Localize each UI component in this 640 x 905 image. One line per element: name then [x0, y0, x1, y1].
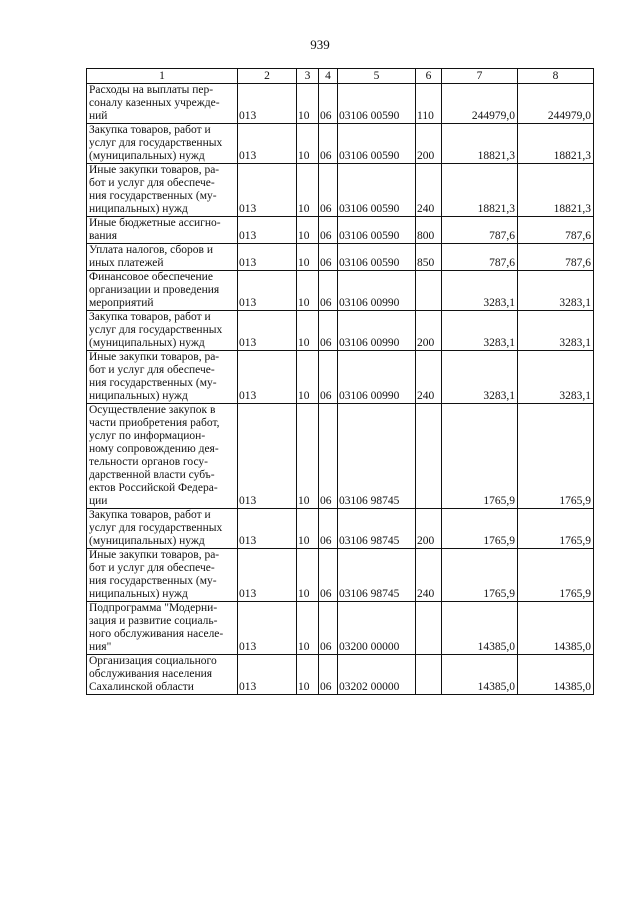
admin-code-cell: 013 [238, 244, 297, 271]
row-name-line: услуг для государственных [89, 522, 223, 534]
admin-code-cell: 013 [238, 271, 297, 311]
expense-type-cell: 200 [416, 509, 442, 549]
expense-type-cell: 850 [416, 244, 442, 271]
table-row [87, 404, 594, 509]
amount-cell: 3283,1 [442, 311, 518, 351]
admin-code-cell: 013 [238, 164, 297, 217]
amount-cell: 14385,0 [518, 655, 594, 695]
section-code-cell: 10 [297, 244, 319, 271]
target-article-cell: 03106 00590 [338, 164, 416, 217]
section-code-cell: 10 [297, 549, 319, 602]
row-name-line: бот и услуг для обеспече- [89, 562, 215, 574]
amount-cell: 787,6 [442, 244, 518, 271]
table-row [87, 84, 594, 124]
row-name-line: ния государственных (му- [89, 377, 217, 389]
amount-cell: 14385,0 [442, 655, 518, 695]
column-header: 1 [87, 69, 238, 84]
amount-cell: 14385,0 [442, 602, 518, 655]
amount-cell: 1765,9 [518, 549, 594, 602]
row-name-line: вания [89, 230, 117, 242]
table-row [87, 602, 594, 655]
section-code-cell: 10 [297, 84, 319, 124]
row-name-line: ниципальных) нужд [89, 203, 188, 215]
amount-cell: 3283,1 [442, 351, 518, 404]
admin-code-cell: 013 [238, 84, 297, 124]
row-name-line: Иные закупки товаров, ра- [89, 351, 220, 363]
admin-code-cell: 013 [238, 509, 297, 549]
row-name-line: организации и проведения [89, 284, 220, 296]
admin-code-cell: 013 [238, 311, 297, 351]
row-name-cell [87, 164, 238, 217]
row-name-line: Закупка товаров, работ и [89, 509, 211, 521]
table-body [87, 84, 594, 695]
admin-code-cell: 013 [238, 124, 297, 164]
admin-code-cell: 013 [238, 217, 297, 244]
row-name-cell [87, 404, 238, 509]
target-article-cell: 03106 00990 [338, 351, 416, 404]
section-code-cell: 10 [297, 271, 319, 311]
column-header: 5 [338, 69, 416, 84]
table-row [87, 509, 594, 549]
admin-code-cell: 013 [238, 351, 297, 404]
subsection-code-cell: 06 [319, 311, 338, 351]
row-name-line: ния государственных (му- [89, 575, 217, 587]
admin-code-cell: 013 [238, 549, 297, 602]
row-name-line: Иные закупки товаров, ра- [89, 164, 220, 176]
subsection-code-cell: 06 [319, 244, 338, 271]
section-code-cell: 10 [297, 602, 319, 655]
amount-cell: 18821,3 [442, 124, 518, 164]
expense-type-cell [416, 602, 442, 655]
amount-cell: 3283,1 [518, 311, 594, 351]
admin-code-cell: 013 [238, 404, 297, 509]
expense-type-cell [416, 404, 442, 509]
row-name-line: (муниципальных) нужд [89, 337, 205, 349]
expense-type-cell [416, 655, 442, 695]
subsection-code-cell: 06 [319, 549, 338, 602]
amount-cell: 3283,1 [442, 271, 518, 311]
target-article-cell: 03200 00000 [338, 602, 416, 655]
admin-code-cell: 013 [238, 655, 297, 695]
section-code-cell: 10 [297, 509, 319, 549]
section-code-cell: 10 [297, 351, 319, 404]
target-article-cell: 03106 00590 [338, 217, 416, 244]
row-name-line: услуг для государственных [89, 137, 223, 149]
amount-cell: 244979,0 [518, 84, 594, 124]
row-name-line: ектов Российской Федера- [89, 482, 218, 494]
section-code-cell: 10 [297, 655, 319, 695]
admin-code-cell: 013 [238, 602, 297, 655]
amount-cell: 3283,1 [518, 271, 594, 311]
row-name-cell [87, 244, 238, 271]
amount-cell: 1765,9 [518, 509, 594, 549]
row-name-line: Иные бюджетные ассигно- [89, 217, 221, 229]
row-name-cell [87, 602, 238, 655]
row-name-line: обслуживания населения [89, 668, 213, 680]
subsection-code-cell: 06 [319, 655, 338, 695]
row-name-cell [87, 351, 238, 404]
table-row [87, 351, 594, 404]
target-article-cell: 03106 00990 [338, 271, 416, 311]
amount-cell: 1765,9 [442, 549, 518, 602]
expense-type-cell: 240 [416, 164, 442, 217]
column-header: 2 [238, 69, 297, 84]
row-name-cell [87, 509, 238, 549]
expense-type-cell: 240 [416, 549, 442, 602]
row-name-cell [87, 655, 238, 695]
table-row [87, 549, 594, 602]
row-name-line: услуг для государственных [89, 324, 223, 336]
row-name-line: Сахалинской области [89, 681, 194, 693]
row-name-cell [87, 549, 238, 602]
subsection-code-cell: 06 [319, 271, 338, 311]
row-name-line: Расходы на выплаты пер- [89, 84, 214, 96]
section-code-cell: 10 [297, 404, 319, 509]
row-name-line: Подпрограмма "Модерни- [89, 602, 218, 614]
row-name-cell [87, 84, 238, 124]
table-row [87, 217, 594, 244]
column-header: 8 [518, 69, 594, 84]
target-article-cell: 03106 98745 [338, 549, 416, 602]
amount-cell: 14385,0 [518, 602, 594, 655]
section-code-cell: 10 [297, 124, 319, 164]
amount-cell: 3283,1 [518, 351, 594, 404]
section-code-cell: 10 [297, 217, 319, 244]
target-article-cell: 03106 00990 [338, 311, 416, 351]
row-name-line: ции [89, 495, 108, 507]
row-name-line: Организация социального [89, 655, 217, 667]
row-name-line: Уплата налогов, сборов и [89, 244, 213, 256]
row-name-line: (муниципальных) нужд [89, 535, 205, 547]
expense-type-cell: 110 [416, 84, 442, 124]
subsection-code-cell: 06 [319, 404, 338, 509]
row-name-line: ния государственных (му- [89, 190, 217, 202]
table-row [87, 311, 594, 351]
row-name-line: Иные закупки товаров, ра- [89, 549, 220, 561]
table-header-row [87, 69, 594, 84]
target-article-cell: 03106 00590 [338, 124, 416, 164]
subsection-code-cell: 06 [319, 602, 338, 655]
subsection-code-cell: 06 [319, 217, 338, 244]
table-row [87, 271, 594, 311]
amount-cell: 244979,0 [442, 84, 518, 124]
row-name-cell [87, 217, 238, 244]
row-name-line: соналу казенных учрежде- [89, 97, 220, 109]
row-name-line: ний [89, 110, 108, 122]
table-row [87, 655, 594, 695]
amount-cell: 18821,3 [518, 124, 594, 164]
row-name-line: Осуществление закупок в [89, 404, 216, 416]
column-header: 3 [297, 69, 319, 84]
row-name-cell [87, 124, 238, 164]
amount-cell: 18821,3 [518, 164, 594, 217]
column-header: 6 [416, 69, 442, 84]
subsection-code-cell: 06 [319, 164, 338, 217]
row-name-line: Финансовое обеспечение [89, 271, 213, 283]
subsection-code-cell: 06 [319, 124, 338, 164]
section-code-cell: 10 [297, 164, 319, 217]
row-name-line: Закупка товаров, работ и [89, 311, 211, 323]
row-name-line: бот и услуг для обеспече- [89, 177, 215, 189]
table-row [87, 164, 594, 217]
row-name-line: ному сопровождению дея- [89, 443, 219, 455]
row-name-line: зация и развитие социаль- [89, 615, 218, 627]
row-name-line: услуг по информацион- [89, 430, 206, 442]
section-code-cell: 10 [297, 311, 319, 351]
row-name-line: дарственной власти субъ- [89, 469, 215, 481]
expense-type-cell: 240 [416, 351, 442, 404]
expense-type-cell: 200 [416, 124, 442, 164]
target-article-cell: 03106 00590 [338, 244, 416, 271]
row-name-line: (муниципальных) нужд [89, 150, 205, 162]
amount-cell: 1765,9 [518, 404, 594, 509]
row-name-line: Закупка товаров, работ и [89, 124, 211, 136]
subsection-code-cell: 06 [319, 351, 338, 404]
row-name-line: иных платежей [89, 257, 164, 269]
amount-cell: 787,6 [518, 244, 594, 271]
target-article-cell: 03106 00590 [338, 84, 416, 124]
row-name-line: ниципальных) нужд [89, 390, 188, 402]
row-name-line: части приобретения работ, [89, 417, 220, 429]
row-name-line: бот и услуг для обеспече- [89, 364, 215, 376]
row-name-line: ниципальных) нужд [89, 588, 188, 600]
row-name-line: ния" [89, 641, 112, 653]
amount-cell: 1765,9 [442, 404, 518, 509]
amount-cell: 787,6 [518, 217, 594, 244]
expense-type-cell: 800 [416, 217, 442, 244]
amount-cell: 1765,9 [442, 509, 518, 549]
table-row [87, 124, 594, 164]
budget-table [86, 68, 594, 695]
row-name-cell [87, 271, 238, 311]
subsection-code-cell: 06 [319, 509, 338, 549]
column-header: 7 [442, 69, 518, 84]
target-article-cell: 03106 98745 [338, 509, 416, 549]
target-article-cell: 03106 98745 [338, 404, 416, 509]
row-name-line: тельности органов госу- [89, 456, 208, 468]
row-name-cell [87, 311, 238, 351]
expense-type-cell [416, 271, 442, 311]
row-name-line: мероприятий [89, 297, 154, 309]
amount-cell: 787,6 [442, 217, 518, 244]
amount-cell: 18821,3 [442, 164, 518, 217]
row-name-line: ного обслуживания населе- [89, 628, 224, 640]
column-header: 4 [319, 69, 338, 84]
target-article-cell: 03202 00000 [338, 655, 416, 695]
page-number: 939 [310, 37, 330, 52]
expense-type-cell: 200 [416, 311, 442, 351]
table-row [87, 244, 594, 271]
subsection-code-cell: 06 [319, 84, 338, 124]
